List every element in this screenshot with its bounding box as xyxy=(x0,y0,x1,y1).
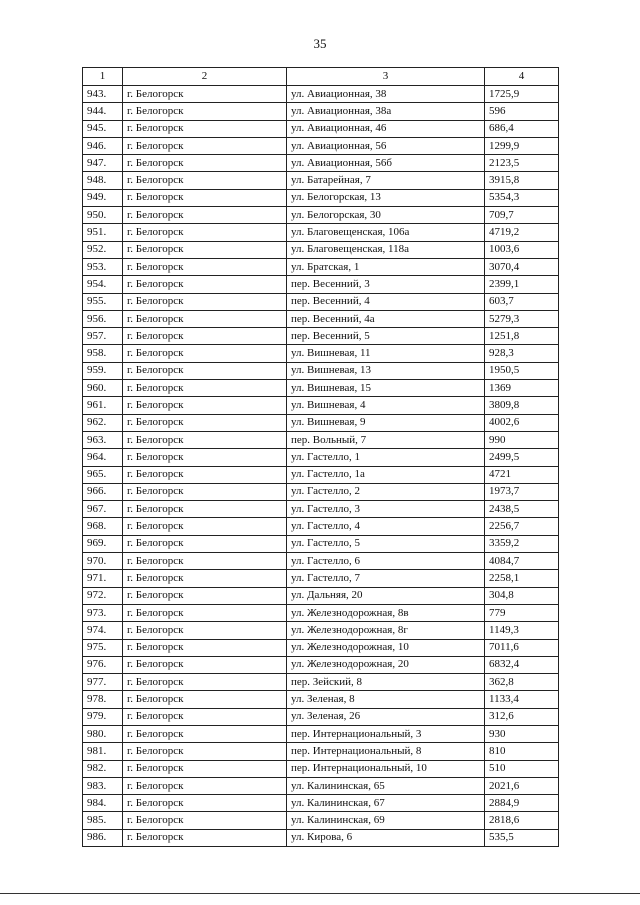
row-number: 984. xyxy=(83,795,123,812)
row-number: 956. xyxy=(83,310,123,327)
page-bottom-edge xyxy=(0,893,640,894)
row-area: 3809,8 xyxy=(485,397,559,414)
row-city: г. Белогорск xyxy=(123,535,287,552)
row-area: 4084,7 xyxy=(485,553,559,570)
row-number: 959. xyxy=(83,362,123,379)
row-address: ул. Гастелло, 1 xyxy=(287,449,485,466)
row-address: ул. Гастелло, 2 xyxy=(287,483,485,500)
table-row xyxy=(83,483,559,500)
row-city: г. Белогорск xyxy=(123,276,287,293)
table-body xyxy=(83,86,559,847)
row-address: ул. Гастелло, 7 xyxy=(287,570,485,587)
row-address: пер. Интернациональный, 8 xyxy=(287,743,485,760)
row-city: г. Белогорск xyxy=(123,691,287,708)
row-address: ул. Вишневая, 4 xyxy=(287,397,485,414)
header-row xyxy=(83,68,559,86)
row-address: ул. Гастелло, 3 xyxy=(287,501,485,518)
row-area: 1725,9 xyxy=(485,86,559,103)
row-city: г. Белогорск xyxy=(123,760,287,777)
row-number: 979. xyxy=(83,708,123,725)
table-row xyxy=(83,604,559,621)
row-area: 1149,3 xyxy=(485,622,559,639)
row-area: 1950,5 xyxy=(485,362,559,379)
table-row xyxy=(83,241,559,258)
row-city: г. Белогорск xyxy=(123,328,287,345)
row-number: 965. xyxy=(83,466,123,483)
row-number: 960. xyxy=(83,380,123,397)
row-address: ул. Благовещенская, 106а xyxy=(287,224,485,241)
row-city: г. Белогорск xyxy=(123,829,287,846)
row-area: 2123,5 xyxy=(485,155,559,172)
row-city: г. Белогорск xyxy=(123,103,287,120)
table-row xyxy=(83,691,559,708)
table-row xyxy=(83,812,559,829)
row-number: 951. xyxy=(83,224,123,241)
row-number: 949. xyxy=(83,189,123,206)
row-city: г. Белогорск xyxy=(123,189,287,206)
row-city: г. Белогорск xyxy=(123,777,287,794)
row-number: 981. xyxy=(83,743,123,760)
row-address: пер. Интернациональный, 10 xyxy=(287,760,485,777)
table-row xyxy=(83,328,559,345)
row-city: г. Белогорск xyxy=(123,172,287,189)
row-address: пер. Весенний, 4а xyxy=(287,310,485,327)
row-number: 953. xyxy=(83,258,123,275)
row-number: 983. xyxy=(83,777,123,794)
row-city: г. Белогорск xyxy=(123,743,287,760)
row-number: 962. xyxy=(83,414,123,431)
column-header-address: 3 xyxy=(287,68,485,86)
row-city: г. Белогорск xyxy=(123,310,287,327)
table-row xyxy=(83,708,559,725)
row-city: г. Белогорск xyxy=(123,483,287,500)
row-number: 944. xyxy=(83,103,123,120)
row-city: г. Белогорск xyxy=(123,501,287,518)
row-area: 810 xyxy=(485,743,559,760)
row-city: г. Белогорск xyxy=(123,587,287,604)
row-city: г. Белогорск xyxy=(123,795,287,812)
row-area: 510 xyxy=(485,760,559,777)
row-city: г. Белогорск xyxy=(123,293,287,310)
row-address: ул. Кирова, 6 xyxy=(287,829,485,846)
table-row xyxy=(83,345,559,362)
row-area: 2438,5 xyxy=(485,501,559,518)
row-address: ул. Авиационная, 38 xyxy=(287,86,485,103)
table-row xyxy=(83,86,559,103)
row-number: 971. xyxy=(83,570,123,587)
row-address: ул. Авиационная, 38а xyxy=(287,103,485,120)
row-number: 968. xyxy=(83,518,123,535)
row-number: 975. xyxy=(83,639,123,656)
row-address: ул. Белогорская, 30 xyxy=(287,207,485,224)
row-number: 967. xyxy=(83,501,123,518)
row-address: пер. Интернациональный, 3 xyxy=(287,725,485,742)
row-area: 312,6 xyxy=(485,708,559,725)
row-city: г. Белогорск xyxy=(123,137,287,154)
row-city: г. Белогорск xyxy=(123,622,287,639)
row-number: 952. xyxy=(83,241,123,258)
table-row xyxy=(83,397,559,414)
row-area: 362,8 xyxy=(485,674,559,691)
column-header-number: 1 xyxy=(83,68,123,86)
row-number: 980. xyxy=(83,725,123,742)
row-address: ул. Братская, 1 xyxy=(287,258,485,275)
table-row xyxy=(83,120,559,137)
row-number: 955. xyxy=(83,293,123,310)
table-row xyxy=(83,518,559,535)
row-area: 3070,4 xyxy=(485,258,559,275)
table-row xyxy=(83,466,559,483)
row-address: ул. Авиационная, 56б xyxy=(287,155,485,172)
row-address: ул. Калининская, 69 xyxy=(287,812,485,829)
table-row xyxy=(83,622,559,639)
row-number: 954. xyxy=(83,276,123,293)
row-address: ул. Железнодорожная, 8г xyxy=(287,622,485,639)
row-city: г. Белогорск xyxy=(123,258,287,275)
row-number: 976. xyxy=(83,656,123,673)
table-row xyxy=(83,795,559,812)
row-address: пер. Весенний, 5 xyxy=(287,328,485,345)
row-number: 982. xyxy=(83,760,123,777)
row-area: 3359,2 xyxy=(485,535,559,552)
row-number: 985. xyxy=(83,812,123,829)
row-number: 948. xyxy=(83,172,123,189)
row-area: 2884,9 xyxy=(485,795,559,812)
row-number: 957. xyxy=(83,328,123,345)
table-row xyxy=(83,553,559,570)
row-city: г. Белогорск xyxy=(123,207,287,224)
row-city: г. Белогорск xyxy=(123,414,287,431)
row-city: г. Белогорск xyxy=(123,812,287,829)
row-number: 970. xyxy=(83,553,123,570)
row-number: 964. xyxy=(83,449,123,466)
row-city: г. Белогорск xyxy=(123,120,287,137)
row-address: пер. Весенний, 4 xyxy=(287,293,485,310)
row-number: 974. xyxy=(83,622,123,639)
row-area: 2399,1 xyxy=(485,276,559,293)
table-row xyxy=(83,207,559,224)
table-row xyxy=(83,829,559,846)
row-area: 928,3 xyxy=(485,345,559,362)
row-number: 963. xyxy=(83,431,123,448)
row-area: 2021,6 xyxy=(485,777,559,794)
table-row xyxy=(83,777,559,794)
row-number: 946. xyxy=(83,137,123,154)
table-row xyxy=(83,380,559,397)
row-area: 4721 xyxy=(485,466,559,483)
row-area: 3915,8 xyxy=(485,172,559,189)
row-city: г. Белогорск xyxy=(123,466,287,483)
table-row xyxy=(83,276,559,293)
row-city: г. Белогорск xyxy=(123,708,287,725)
table-row xyxy=(83,449,559,466)
row-area: 4002,6 xyxy=(485,414,559,431)
row-address: ул. Гастелло, 6 xyxy=(287,553,485,570)
row-city: г. Белогорск xyxy=(123,656,287,673)
row-city: г. Белогорск xyxy=(123,674,287,691)
row-address: ул. Гастелло, 1а xyxy=(287,466,485,483)
table-row xyxy=(83,639,559,656)
row-area: 1299,9 xyxy=(485,137,559,154)
row-city: г. Белогорск xyxy=(123,362,287,379)
row-area: 1973,7 xyxy=(485,483,559,500)
table-row xyxy=(83,743,559,760)
row-address: пер. Зейский, 8 xyxy=(287,674,485,691)
row-address: ул. Белогорская, 13 xyxy=(287,189,485,206)
row-area: 7011,6 xyxy=(485,639,559,656)
row-address: ул. Зеленая, 26 xyxy=(287,708,485,725)
row-address: ул. Зеленая, 8 xyxy=(287,691,485,708)
row-city: г. Белогорск xyxy=(123,449,287,466)
row-address: ул. Гастелло, 4 xyxy=(287,518,485,535)
row-address: пер. Весенний, 3 xyxy=(287,276,485,293)
table-row xyxy=(83,760,559,777)
row-address: ул. Железнодорожная, 8в xyxy=(287,604,485,621)
row-area: 304,8 xyxy=(485,587,559,604)
table-row xyxy=(83,725,559,742)
row-area: 6832,4 xyxy=(485,656,559,673)
row-city: г. Белогорск xyxy=(123,553,287,570)
table-row xyxy=(83,310,559,327)
row-city: г. Белогорск xyxy=(123,725,287,742)
table-row xyxy=(83,103,559,120)
row-city: г. Белогорск xyxy=(123,224,287,241)
row-area: 603,7 xyxy=(485,293,559,310)
row-area: 1133,4 xyxy=(485,691,559,708)
row-address: ул. Калининская, 65 xyxy=(287,777,485,794)
row-address: ул. Вишневая, 9 xyxy=(287,414,485,431)
row-area: 990 xyxy=(485,431,559,448)
row-city: г. Белогорск xyxy=(123,518,287,535)
table-row xyxy=(83,414,559,431)
row-address: ул. Гастелло, 5 xyxy=(287,535,485,552)
row-number: 943. xyxy=(83,86,123,103)
row-number: 958. xyxy=(83,345,123,362)
row-number: 947. xyxy=(83,155,123,172)
row-address: ул. Калининская, 67 xyxy=(287,795,485,812)
row-number: 945. xyxy=(83,120,123,137)
table-row xyxy=(83,137,559,154)
table-row xyxy=(83,535,559,552)
row-number: 961. xyxy=(83,397,123,414)
row-area: 5354,3 xyxy=(485,189,559,206)
row-area: 4719,2 xyxy=(485,224,559,241)
row-number: 973. xyxy=(83,604,123,621)
row-city: г. Белогорск xyxy=(123,345,287,362)
row-area: 5279,3 xyxy=(485,310,559,327)
row-address: ул. Вишневая, 11 xyxy=(287,345,485,362)
table-row xyxy=(83,155,559,172)
row-area: 596 xyxy=(485,103,559,120)
table-row xyxy=(83,587,559,604)
row-number: 978. xyxy=(83,691,123,708)
row-address: ул. Железнодорожная, 20 xyxy=(287,656,485,673)
row-area: 1003,6 xyxy=(485,241,559,258)
row-address: ул. Авиационная, 46 xyxy=(287,120,485,137)
row-number: 966. xyxy=(83,483,123,500)
row-address: ул. Благовещенская, 118а xyxy=(287,241,485,258)
table-header xyxy=(83,68,559,86)
row-city: г. Белогорск xyxy=(123,241,287,258)
row-city: г. Белогорск xyxy=(123,639,287,656)
row-city: г. Белогорск xyxy=(123,155,287,172)
row-number: 972. xyxy=(83,587,123,604)
row-area: 2256,7 xyxy=(485,518,559,535)
row-city: г. Белогорск xyxy=(123,86,287,103)
row-number: 969. xyxy=(83,535,123,552)
row-area: 1369 xyxy=(485,380,559,397)
row-city: г. Белогорск xyxy=(123,604,287,621)
table-row xyxy=(83,656,559,673)
row-city: г. Белогорск xyxy=(123,380,287,397)
row-address: пер. Вольный, 7 xyxy=(287,431,485,448)
row-address: ул. Батарейная, 7 xyxy=(287,172,485,189)
column-header-city: 2 xyxy=(123,68,287,86)
row-address: ул. Вишневая, 13 xyxy=(287,362,485,379)
table-row xyxy=(83,224,559,241)
table-row xyxy=(83,189,559,206)
row-area: 2818,6 xyxy=(485,812,559,829)
table-row xyxy=(83,362,559,379)
row-area: 535,5 xyxy=(485,829,559,846)
row-number: 986. xyxy=(83,829,123,846)
table-row xyxy=(83,258,559,275)
row-number: 950. xyxy=(83,207,123,224)
table-row xyxy=(83,172,559,189)
row-address: ул. Железнодорожная, 10 xyxy=(287,639,485,656)
row-area: 686,4 xyxy=(485,120,559,137)
row-address: ул. Авиационная, 56 xyxy=(287,137,485,154)
row-number: 977. xyxy=(83,674,123,691)
table-row xyxy=(83,501,559,518)
row-city: г. Белогорск xyxy=(123,397,287,414)
row-address: ул. Дальняя, 20 xyxy=(287,587,485,604)
row-area: 779 xyxy=(485,604,559,621)
row-area: 2499,5 xyxy=(485,449,559,466)
page-number: 35 xyxy=(313,36,327,51)
row-city: г. Белогорск xyxy=(123,570,287,587)
row-city: г. Белогорск xyxy=(123,431,287,448)
property-table xyxy=(82,67,559,847)
table-row xyxy=(83,570,559,587)
table-row xyxy=(83,674,559,691)
column-header-area: 4 xyxy=(485,68,559,86)
row-area: 930 xyxy=(485,725,559,742)
row-area: 1251,8 xyxy=(485,328,559,345)
row-area: 709,7 xyxy=(485,207,559,224)
table-row xyxy=(83,293,559,310)
row-area: 2258,1 xyxy=(485,570,559,587)
table-row xyxy=(83,431,559,448)
row-address: ул. Вишневая, 15 xyxy=(287,380,485,397)
